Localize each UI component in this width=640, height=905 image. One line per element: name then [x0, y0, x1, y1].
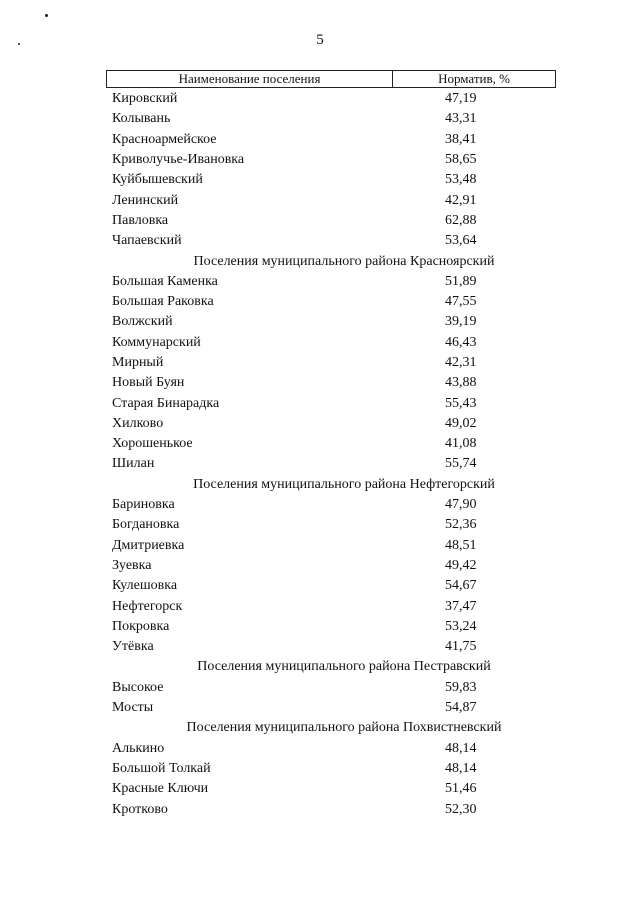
page-number: 5: [316, 32, 324, 48]
settlement-name: Красноармейское: [112, 131, 217, 147]
section-heading: Поселения муниципального района Похвистневский: [186, 720, 502, 736]
table-row: [112, 393, 556, 413]
norms-table: [106, 70, 556, 817]
norm-value: 51,89: [445, 273, 477, 289]
table-row: [112, 678, 556, 698]
table-row: [112, 799, 556, 819]
norm-value: 59,83: [445, 679, 477, 695]
norm-value: 53,64: [445, 233, 477, 249]
settlement-name: Зуевка: [112, 557, 152, 573]
settlement-name: Нефтегорск: [112, 598, 183, 614]
table-row: [112, 414, 556, 434]
norm-value: 43,31: [445, 111, 477, 127]
settlement-name: Алькино: [112, 740, 165, 756]
settlement-name: Хилково: [112, 415, 164, 431]
settlement-name: Бариновка: [112, 497, 175, 513]
settlement-name: Коммунарский: [112, 334, 201, 350]
settlement-name: Красные Ключи: [112, 781, 209, 797]
table-row: [112, 292, 556, 312]
norm-value: 62,88: [445, 212, 477, 228]
settlement-name: Криволучье-Ивановка: [112, 152, 245, 168]
section-heading-row: [112, 718, 556, 738]
table-row: [112, 759, 556, 779]
settlement-name: Большая Каменка: [112, 273, 218, 289]
table-row: [112, 150, 556, 170]
norm-value: 53,24: [445, 618, 477, 634]
table-row: [112, 312, 556, 332]
settlement-name: Шилан: [112, 456, 155, 472]
header-norm-percent: Норматив, %: [438, 71, 510, 86]
table-body: [112, 89, 556, 820]
table-row: [112, 170, 556, 190]
norm-value: 39,19: [445, 314, 477, 330]
settlement-name: Большая Раковка: [112, 294, 214, 310]
norm-value: 58,65: [445, 152, 477, 168]
norm-value: 53,48: [445, 172, 477, 188]
norm-value: 46,43: [445, 334, 477, 350]
table-header: [106, 70, 556, 88]
table-row: [112, 739, 556, 759]
settlement-name: Дмитриевка: [112, 537, 185, 553]
settlement-name: Волжский: [112, 314, 173, 330]
table-row: [112, 617, 556, 637]
table-row: [112, 211, 556, 231]
settlement-name: Кулешовка: [112, 578, 178, 594]
settlement-name: Павловка: [112, 212, 169, 228]
norm-value: 52,36: [445, 517, 477, 533]
settlement-name: Покровка: [112, 618, 170, 634]
table-row: [112, 637, 556, 657]
table-row: [112, 434, 556, 454]
table-row: [112, 190, 556, 210]
norm-value: 51,46: [445, 781, 477, 797]
table-row: [112, 576, 556, 596]
norm-value: 54,87: [445, 700, 477, 716]
norm-value: 49,02: [445, 415, 477, 431]
section-heading: Поселения муниципального района Красноярский: [193, 253, 495, 269]
header-settlement-name: Наименование поселения: [107, 71, 393, 87]
table-row: [112, 109, 556, 129]
table-row: [112, 333, 556, 353]
table-row: [112, 536, 556, 556]
norm-value: 55,74: [445, 456, 477, 472]
norm-value: 47,55: [445, 294, 477, 310]
norm-value: 54,67: [445, 578, 477, 594]
norm-value: 47,19: [445, 91, 477, 107]
settlement-name: Куйбышевский: [112, 172, 203, 188]
table-row: [112, 698, 556, 718]
settlement-name: Утёвка: [112, 639, 154, 655]
norm-value: 48,14: [445, 760, 477, 776]
settlement-name: Мосты: [112, 700, 154, 716]
norm-value: 42,31: [445, 355, 477, 370]
section-heading: Поселения муниципального района Нефтегорский: [193, 476, 495, 492]
norm-value: 37,47: [445, 598, 477, 614]
norm-value: 52,30: [445, 801, 477, 817]
section-heading-row: [112, 251, 556, 271]
settlement-name: Новый Буян: [112, 375, 185, 391]
settlement-name: Старая Бинарадка: [112, 395, 220, 411]
norm-value: 41,75: [445, 639, 477, 655]
scan-speck: [45, 14, 48, 17]
norm-value: 55,43: [445, 395, 477, 411]
table-row: [112, 353, 556, 373]
norm-value: 47,90: [445, 497, 477, 513]
norm-value: 42,91: [445, 192, 477, 208]
settlement-name: Большой Толкай: [112, 760, 211, 776]
table-row: [112, 495, 556, 515]
table-row: [112, 454, 556, 474]
settlement-name: Кротково: [112, 801, 168, 817]
table-row: [112, 779, 556, 799]
settlement-name: Колывань: [112, 111, 171, 127]
table-row: [112, 89, 556, 109]
settlement-name: Мирный: [112, 355, 164, 370]
table-row: [112, 373, 556, 393]
settlement-name: Богдановка: [112, 517, 180, 533]
settlement-name: Ленинский: [112, 192, 179, 208]
settlement-name: Хорошенькое: [112, 436, 193, 452]
norm-value: 49,42: [445, 557, 477, 573]
table-row: [112, 272, 556, 292]
norm-value: 43,88: [445, 375, 477, 391]
section-heading-row: [112, 475, 556, 495]
table-row: [112, 556, 556, 576]
section-heading: Поселения муниципального района Пестравский: [197, 659, 491, 675]
table-row: [112, 231, 556, 251]
table-row: [112, 515, 556, 535]
settlement-name: Чапаевский: [112, 233, 182, 249]
norm-value: 41,08: [445, 436, 477, 452]
norm-value: 48,14: [445, 740, 477, 756]
settlement-name: Кировский: [112, 91, 178, 107]
norm-value: 48,51: [445, 537, 477, 553]
settlement-name: Высокое: [112, 679, 164, 695]
section-heading-row: [112, 657, 556, 677]
norm-value: 38,41: [445, 131, 477, 147]
table-row: [112, 130, 556, 150]
table-row: [112, 596, 556, 616]
